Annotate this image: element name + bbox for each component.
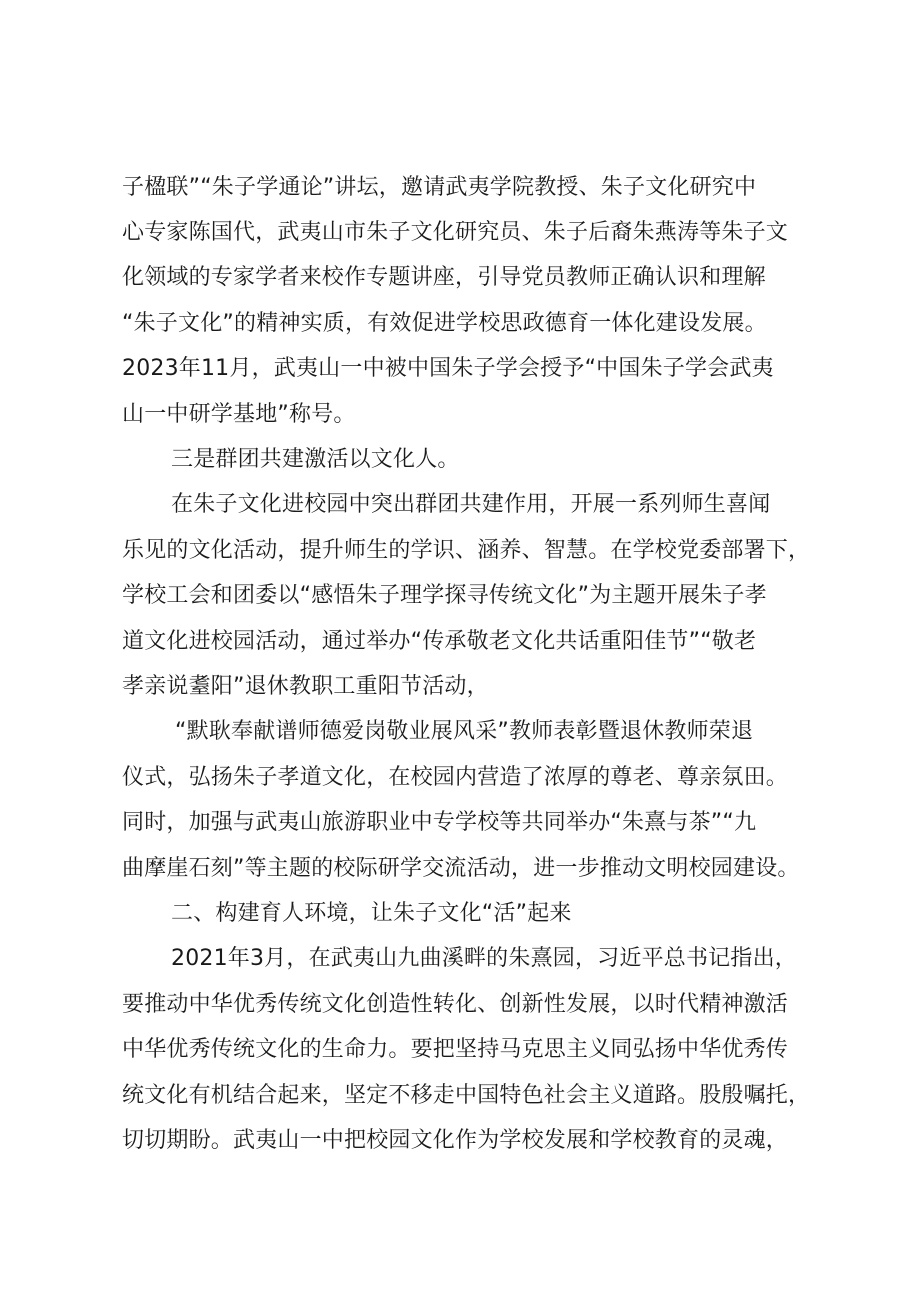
text-line: 中华优秀传统文化的生命力。要把坚持马克思主义同弘扬中华优秀传 bbox=[122, 1037, 789, 1062]
section-heading: 二、构建育人环境，让朱子文化“活”起来 bbox=[171, 901, 572, 926]
section-heading: 三是群团共建激活以文化人。 bbox=[171, 447, 460, 472]
text-line: 统文化有机结合起来，坚定不移走中国特色社会主义道路。股殷嘱托， bbox=[122, 1083, 811, 1108]
text-line: 化领域的专家学者来校作专题讲座，引导党员教师正确认识和理解 bbox=[122, 265, 766, 290]
text-line: 乐见的文化活动，提升师生的学识、涵养、智慧。在学校党委部署下， bbox=[122, 538, 811, 563]
text-line: 曲摩崖石刻”等主题的校际研学交流活动，进一步推动文明校园建设。 bbox=[122, 856, 800, 881]
text-line: 仪式，弘扬朱子孝道文化，在校园内营造了浓厚的尊老、尊亲氛田。 bbox=[122, 765, 789, 790]
text-line: 在朱子文化进校园中突出群团共建作用，开展一系列师生喜闻 bbox=[171, 492, 771, 517]
text-line: 道文化进校园活动，通过举办“传承敬老文化共话重阳佳节”“敬老 bbox=[122, 629, 757, 654]
text-line: 要推动中华优秀传统文化创造性转化、创新性发展，以时代精神激活 bbox=[122, 992, 789, 1017]
text-line: 同时，加强与武夷山旅游职业中专学校等共同举办“朱熹与茶”“九 bbox=[122, 810, 757, 835]
text-line: “默耿奉献谱师德爱岗敬业展风采”教师表彰暨退休教师荣退 bbox=[175, 719, 754, 744]
text-line: 孝亲说耋阳”退休教职工重阳节活动， bbox=[122, 674, 489, 699]
text-line: 山一中研学基地”称号。 bbox=[122, 402, 356, 427]
text-line: 心专家陈国代，武夷山市朱子文化研究员、朱子后裔朱燕涛等朱子文 bbox=[122, 220, 789, 245]
text-line: 学校工会和团委以“感悟朱子理学探寻传统文化”为主题开展朱子孝 bbox=[122, 583, 767, 608]
text-line: “朱子文化”的精神实质，有效促进学校思政德育一体化建设发展。 bbox=[122, 311, 767, 336]
text-line: 2023年11月，武夷山一中被中国朱子学会授予“中国朱子学会武夷 bbox=[122, 356, 774, 381]
text-line: 2021年3月，在武夷山九曲溪畔的朱熹园，习近平总书记指出， bbox=[171, 946, 797, 971]
text-line: 切切期盼。武夷山一中把校园文化作为学校发展和学校教育的灵魂， bbox=[122, 1128, 789, 1153]
text-line: 子楹联”“朱子学通论”讲坛，邀请武夷学院教授、朱子文化研究中 bbox=[122, 175, 757, 200]
